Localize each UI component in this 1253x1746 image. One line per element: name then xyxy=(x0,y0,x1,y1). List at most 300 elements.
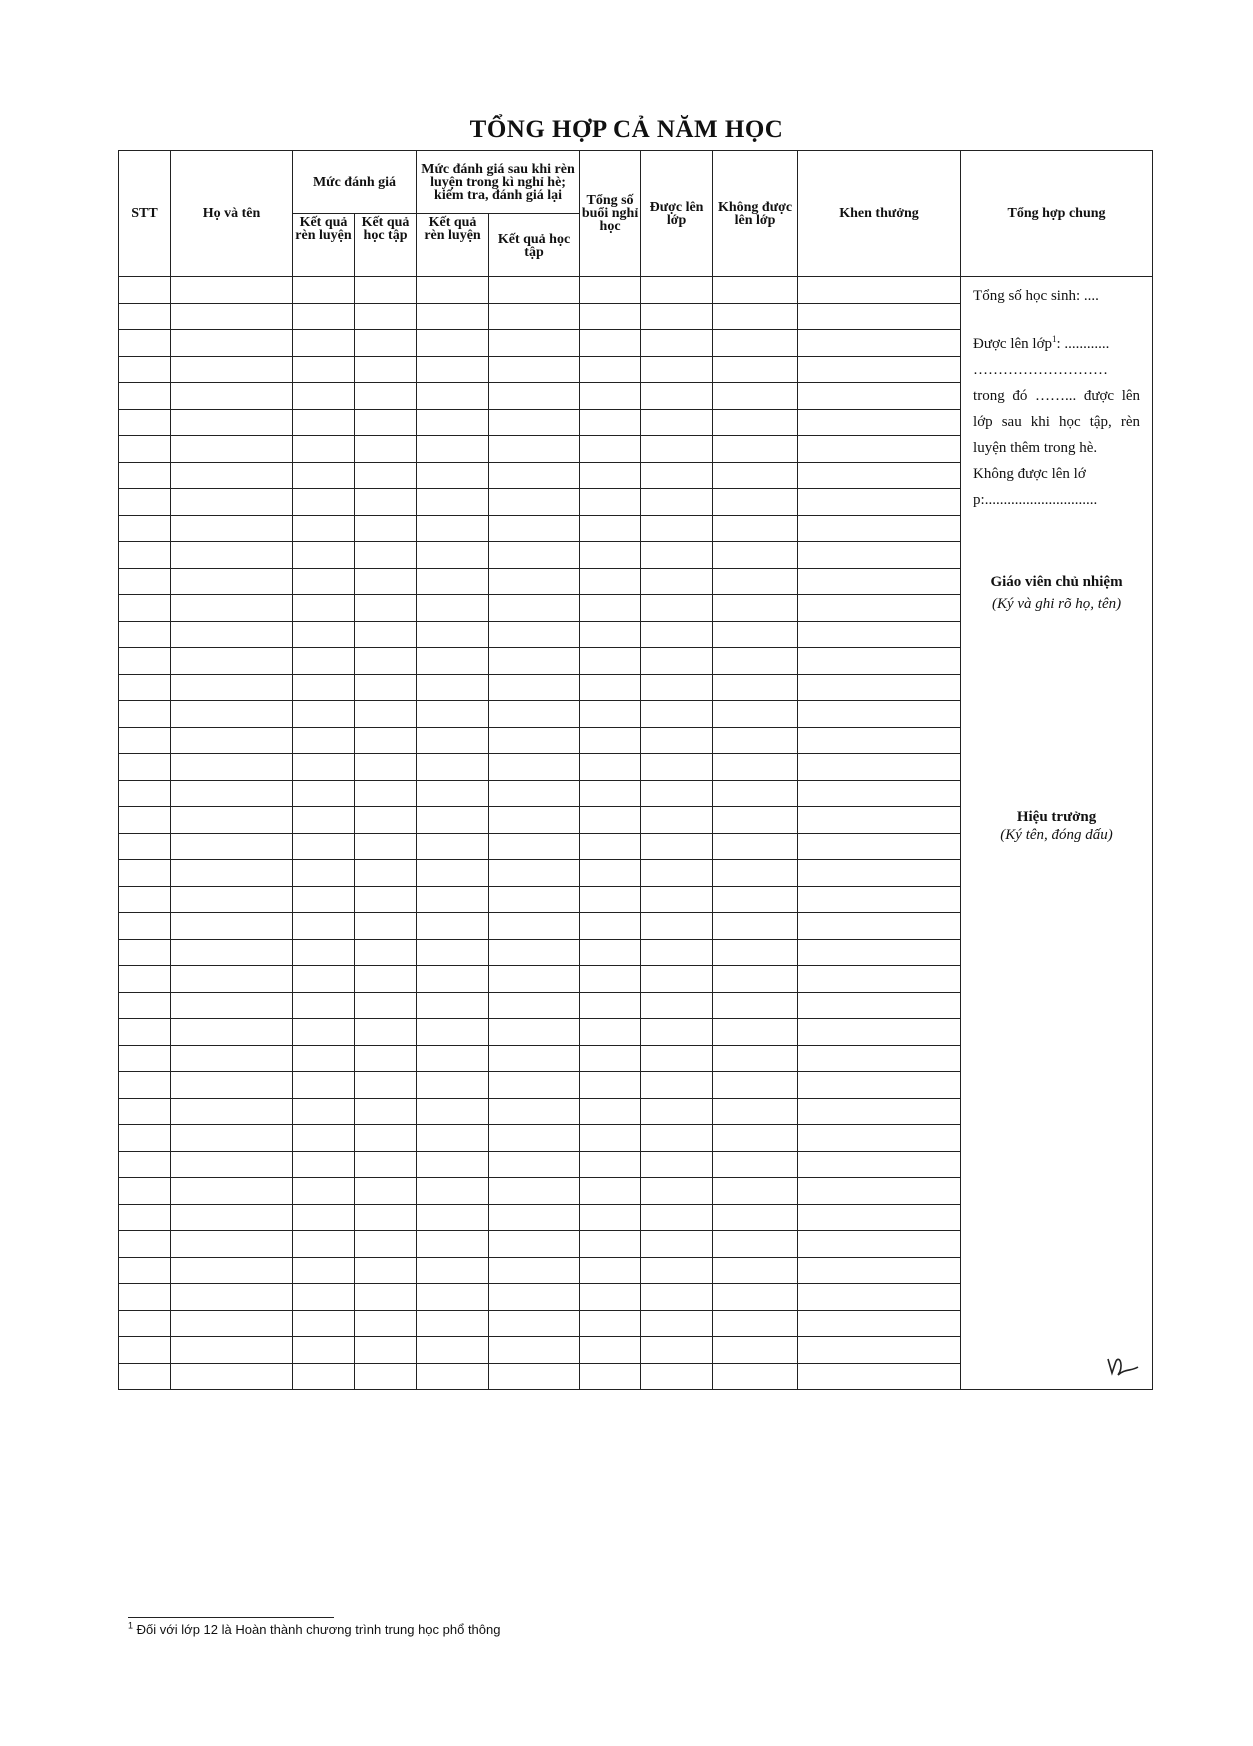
eval-training-cell[interactable] xyxy=(293,1231,355,1258)
absences-cell[interactable] xyxy=(580,701,641,728)
after-training-cell[interactable] xyxy=(417,330,489,357)
absences-cell[interactable] xyxy=(580,1363,641,1390)
promoted-cell[interactable] xyxy=(641,621,713,648)
name-cell[interactable] xyxy=(171,727,293,754)
absences-cell[interactable] xyxy=(580,780,641,807)
eval-study-cell[interactable] xyxy=(355,542,417,569)
promoted-cell[interactable] xyxy=(641,1125,713,1152)
promoted-cell[interactable] xyxy=(641,1019,713,1046)
after-study-cell[interactable] xyxy=(489,674,580,701)
after-training-cell[interactable] xyxy=(417,436,489,463)
after-training-cell[interactable] xyxy=(417,1310,489,1337)
awards-cell[interactable] xyxy=(798,754,961,781)
name-cell[interactable] xyxy=(171,1125,293,1152)
after-training-cell[interactable] xyxy=(417,1019,489,1046)
after-study-cell[interactable] xyxy=(489,754,580,781)
stt-cell[interactable] xyxy=(119,330,171,357)
after-training-cell[interactable] xyxy=(417,727,489,754)
absences-cell[interactable] xyxy=(580,886,641,913)
eval-study-cell[interactable] xyxy=(355,1178,417,1205)
stt-cell[interactable] xyxy=(119,515,171,542)
eval-training-cell[interactable] xyxy=(293,383,355,410)
stt-cell[interactable] xyxy=(119,1151,171,1178)
absences-cell[interactable] xyxy=(580,727,641,754)
absences-cell[interactable] xyxy=(580,462,641,489)
after-study-cell[interactable] xyxy=(489,939,580,966)
after-study-cell[interactable] xyxy=(489,1072,580,1099)
after-training-cell[interactable] xyxy=(417,913,489,940)
eval-training-cell[interactable] xyxy=(293,966,355,993)
not-promoted-cell[interactable] xyxy=(713,515,798,542)
stt-cell[interactable] xyxy=(119,939,171,966)
after-training-cell[interactable] xyxy=(417,860,489,887)
not-promoted-cell[interactable] xyxy=(713,542,798,569)
eval-study-cell[interactable] xyxy=(355,754,417,781)
after-training-cell[interactable] xyxy=(417,1045,489,1072)
promoted-cell[interactable] xyxy=(641,886,713,913)
eval-study-cell[interactable] xyxy=(355,1231,417,1258)
after-training-cell[interactable] xyxy=(417,1151,489,1178)
eval-training-cell[interactable] xyxy=(293,1098,355,1125)
name-cell[interactable] xyxy=(171,489,293,516)
awards-cell[interactable] xyxy=(798,330,961,357)
name-cell[interactable] xyxy=(171,1231,293,1258)
absences-cell[interactable] xyxy=(580,1098,641,1125)
promoted-cell[interactable] xyxy=(641,568,713,595)
after-training-cell[interactable] xyxy=(417,966,489,993)
not-promoted-cell[interactable] xyxy=(713,330,798,357)
promoted-cell[interactable] xyxy=(641,701,713,728)
eval-study-cell[interactable] xyxy=(355,1019,417,1046)
eval-training-cell[interactable] xyxy=(293,674,355,701)
name-cell[interactable] xyxy=(171,542,293,569)
name-cell[interactable] xyxy=(171,1019,293,1046)
promoted-cell[interactable] xyxy=(641,992,713,1019)
name-cell[interactable] xyxy=(171,356,293,383)
eval-study-cell[interactable] xyxy=(355,383,417,410)
awards-cell[interactable] xyxy=(798,1151,961,1178)
eval-study-cell[interactable] xyxy=(355,701,417,728)
stt-cell[interactable] xyxy=(119,436,171,463)
awards-cell[interactable] xyxy=(798,303,961,330)
promoted-cell[interactable] xyxy=(641,330,713,357)
after-study-cell[interactable] xyxy=(489,356,580,383)
not-promoted-cell[interactable] xyxy=(713,462,798,489)
after-training-cell[interactable] xyxy=(417,542,489,569)
eval-training-cell[interactable] xyxy=(293,1178,355,1205)
promoted-cell[interactable] xyxy=(641,939,713,966)
awards-cell[interactable] xyxy=(798,727,961,754)
after-study-cell[interactable] xyxy=(489,1045,580,1072)
after-study-cell[interactable] xyxy=(489,462,580,489)
awards-cell[interactable] xyxy=(798,992,961,1019)
name-cell[interactable] xyxy=(171,860,293,887)
name-cell[interactable] xyxy=(171,1363,293,1390)
eval-training-cell[interactable] xyxy=(293,754,355,781)
absences-cell[interactable] xyxy=(580,1072,641,1099)
promoted-cell[interactable] xyxy=(641,436,713,463)
after-study-cell[interactable] xyxy=(489,1337,580,1364)
name-cell[interactable] xyxy=(171,436,293,463)
after-study-cell[interactable] xyxy=(489,780,580,807)
eval-training-cell[interactable] xyxy=(293,833,355,860)
stt-cell[interactable] xyxy=(119,674,171,701)
not-promoted-cell[interactable] xyxy=(713,277,798,304)
name-cell[interactable] xyxy=(171,966,293,993)
after-study-cell[interactable] xyxy=(489,542,580,569)
eval-training-cell[interactable] xyxy=(293,1204,355,1231)
absences-cell[interactable] xyxy=(580,621,641,648)
eval-training-cell[interactable] xyxy=(293,1045,355,1072)
name-cell[interactable] xyxy=(171,674,293,701)
stt-cell[interactable] xyxy=(119,489,171,516)
name-cell[interactable] xyxy=(171,621,293,648)
absences-cell[interactable] xyxy=(580,939,641,966)
eval-training-cell[interactable] xyxy=(293,330,355,357)
after-study-cell[interactable] xyxy=(489,1151,580,1178)
eval-study-cell[interactable] xyxy=(355,303,417,330)
name-cell[interactable] xyxy=(171,833,293,860)
after-training-cell[interactable] xyxy=(417,1284,489,1311)
after-study-cell[interactable] xyxy=(489,277,580,304)
name-cell[interactable] xyxy=(171,1178,293,1205)
awards-cell[interactable] xyxy=(798,939,961,966)
promoted-cell[interactable] xyxy=(641,489,713,516)
not-promoted-cell[interactable] xyxy=(713,303,798,330)
absences-cell[interactable] xyxy=(580,489,641,516)
name-cell[interactable] xyxy=(171,701,293,728)
promoted-cell[interactable] xyxy=(641,462,713,489)
eval-training-cell[interactable] xyxy=(293,489,355,516)
after-training-cell[interactable] xyxy=(417,356,489,383)
stt-cell[interactable] xyxy=(119,1310,171,1337)
absences-cell[interactable] xyxy=(580,330,641,357)
stt-cell[interactable] xyxy=(119,409,171,436)
eval-study-cell[interactable] xyxy=(355,568,417,595)
after-study-cell[interactable] xyxy=(489,489,580,516)
awards-cell[interactable] xyxy=(798,913,961,940)
absences-cell[interactable] xyxy=(580,1045,641,1072)
absences-cell[interactable] xyxy=(580,542,641,569)
awards-cell[interactable] xyxy=(798,966,961,993)
stt-cell[interactable] xyxy=(119,1178,171,1205)
not-promoted-cell[interactable] xyxy=(713,436,798,463)
not-promoted-cell[interactable] xyxy=(713,1204,798,1231)
after-study-cell[interactable] xyxy=(489,515,580,542)
not-promoted-cell[interactable] xyxy=(713,621,798,648)
after-training-cell[interactable] xyxy=(417,992,489,1019)
stt-cell[interactable] xyxy=(119,356,171,383)
name-cell[interactable] xyxy=(171,648,293,675)
stt-cell[interactable] xyxy=(119,621,171,648)
name-cell[interactable] xyxy=(171,1257,293,1284)
eval-study-cell[interactable] xyxy=(355,330,417,357)
stt-cell[interactable] xyxy=(119,807,171,834)
awards-cell[interactable] xyxy=(798,1019,961,1046)
name-cell[interactable] xyxy=(171,330,293,357)
eval-training-cell[interactable] xyxy=(293,1257,355,1284)
eval-training-cell[interactable] xyxy=(293,807,355,834)
stt-cell[interactable] xyxy=(119,568,171,595)
awards-cell[interactable] xyxy=(798,489,961,516)
not-promoted-cell[interactable] xyxy=(713,1231,798,1258)
awards-cell[interactable] xyxy=(798,886,961,913)
awards-cell[interactable] xyxy=(798,1284,961,1311)
eval-training-cell[interactable] xyxy=(293,462,355,489)
awards-cell[interactable] xyxy=(798,409,961,436)
stt-cell[interactable] xyxy=(119,886,171,913)
eval-training-cell[interactable] xyxy=(293,1337,355,1364)
awards-cell[interactable] xyxy=(798,674,961,701)
name-cell[interactable] xyxy=(171,1045,293,1072)
after-training-cell[interactable] xyxy=(417,1125,489,1152)
eval-study-cell[interactable] xyxy=(355,1045,417,1072)
eval-study-cell[interactable] xyxy=(355,886,417,913)
after-training-cell[interactable] xyxy=(417,1178,489,1205)
name-cell[interactable] xyxy=(171,992,293,1019)
promoted-cell[interactable] xyxy=(641,833,713,860)
not-promoted-cell[interactable] xyxy=(713,1019,798,1046)
after-study-cell[interactable] xyxy=(489,1125,580,1152)
stt-cell[interactable] xyxy=(119,992,171,1019)
after-training-cell[interactable] xyxy=(417,303,489,330)
after-study-cell[interactable] xyxy=(489,621,580,648)
stt-cell[interactable] xyxy=(119,860,171,887)
after-training-cell[interactable] xyxy=(417,568,489,595)
stt-cell[interactable] xyxy=(119,462,171,489)
stt-cell[interactable] xyxy=(119,1231,171,1258)
after-training-cell[interactable] xyxy=(417,1231,489,1258)
promoted-cell[interactable] xyxy=(641,1098,713,1125)
eval-study-cell[interactable] xyxy=(355,1098,417,1125)
not-promoted-cell[interactable] xyxy=(713,1363,798,1390)
after-study-cell[interactable] xyxy=(489,833,580,860)
absences-cell[interactable] xyxy=(580,303,641,330)
not-promoted-cell[interactable] xyxy=(713,727,798,754)
awards-cell[interactable] xyxy=(798,1310,961,1337)
stt-cell[interactable] xyxy=(119,1019,171,1046)
awards-cell[interactable] xyxy=(798,1178,961,1205)
stt-cell[interactable] xyxy=(119,595,171,622)
eval-training-cell[interactable] xyxy=(293,701,355,728)
eval-study-cell[interactable] xyxy=(355,489,417,516)
eval-training-cell[interactable] xyxy=(293,436,355,463)
promoted-cell[interactable] xyxy=(641,1151,713,1178)
not-promoted-cell[interactable] xyxy=(713,860,798,887)
name-cell[interactable] xyxy=(171,303,293,330)
name-cell[interactable] xyxy=(171,277,293,304)
after-study-cell[interactable] xyxy=(489,1284,580,1311)
not-promoted-cell[interactable] xyxy=(713,409,798,436)
eval-study-cell[interactable] xyxy=(355,462,417,489)
name-cell[interactable] xyxy=(171,515,293,542)
eval-study-cell[interactable] xyxy=(355,1204,417,1231)
promoted-cell[interactable] xyxy=(641,1072,713,1099)
name-cell[interactable] xyxy=(171,1151,293,1178)
stt-cell[interactable] xyxy=(119,1045,171,1072)
promoted-cell[interactable] xyxy=(641,542,713,569)
awards-cell[interactable] xyxy=(798,542,961,569)
awards-cell[interactable] xyxy=(798,595,961,622)
absences-cell[interactable] xyxy=(580,1178,641,1205)
eval-study-cell[interactable] xyxy=(355,277,417,304)
after-study-cell[interactable] xyxy=(489,1310,580,1337)
not-promoted-cell[interactable] xyxy=(713,1045,798,1072)
after-study-cell[interactable] xyxy=(489,568,580,595)
awards-cell[interactable] xyxy=(798,383,961,410)
name-cell[interactable] xyxy=(171,1098,293,1125)
not-promoted-cell[interactable] xyxy=(713,1098,798,1125)
absences-cell[interactable] xyxy=(580,1231,641,1258)
name-cell[interactable] xyxy=(171,1072,293,1099)
after-study-cell[interactable] xyxy=(489,966,580,993)
after-training-cell[interactable] xyxy=(417,1257,489,1284)
stt-cell[interactable] xyxy=(119,1098,171,1125)
name-cell[interactable] xyxy=(171,1337,293,1364)
not-promoted-cell[interactable] xyxy=(713,939,798,966)
after-study-cell[interactable] xyxy=(489,1019,580,1046)
promoted-cell[interactable] xyxy=(641,383,713,410)
promoted-cell[interactable] xyxy=(641,1231,713,1258)
after-training-cell[interactable] xyxy=(417,595,489,622)
name-cell[interactable] xyxy=(171,886,293,913)
eval-training-cell[interactable] xyxy=(293,939,355,966)
not-promoted-cell[interactable] xyxy=(713,807,798,834)
promoted-cell[interactable] xyxy=(641,913,713,940)
name-cell[interactable] xyxy=(171,1310,293,1337)
after-study-cell[interactable] xyxy=(489,383,580,410)
after-training-cell[interactable] xyxy=(417,621,489,648)
after-study-cell[interactable] xyxy=(489,1098,580,1125)
stt-cell[interactable] xyxy=(119,542,171,569)
after-training-cell[interactable] xyxy=(417,1072,489,1099)
after-training-cell[interactable] xyxy=(417,1204,489,1231)
after-study-cell[interactable] xyxy=(489,1231,580,1258)
not-promoted-cell[interactable] xyxy=(713,1072,798,1099)
not-promoted-cell[interactable] xyxy=(713,886,798,913)
promoted-cell[interactable] xyxy=(641,780,713,807)
eval-training-cell[interactable] xyxy=(293,621,355,648)
eval-training-cell[interactable] xyxy=(293,913,355,940)
absences-cell[interactable] xyxy=(580,860,641,887)
eval-study-cell[interactable] xyxy=(355,913,417,940)
eval-training-cell[interactable] xyxy=(293,780,355,807)
after-study-cell[interactable] xyxy=(489,436,580,463)
eval-study-cell[interactable] xyxy=(355,1310,417,1337)
eval-study-cell[interactable] xyxy=(355,356,417,383)
awards-cell[interactable] xyxy=(798,1204,961,1231)
eval-training-cell[interactable] xyxy=(293,1284,355,1311)
promoted-cell[interactable] xyxy=(641,1257,713,1284)
eval-training-cell[interactable] xyxy=(293,1151,355,1178)
promoted-cell[interactable] xyxy=(641,515,713,542)
promoted-cell[interactable] xyxy=(641,727,713,754)
absences-cell[interactable] xyxy=(580,674,641,701)
promoted-cell[interactable] xyxy=(641,595,713,622)
awards-cell[interactable] xyxy=(798,1363,961,1390)
name-cell[interactable] xyxy=(171,568,293,595)
name-cell[interactable] xyxy=(171,780,293,807)
after-training-cell[interactable] xyxy=(417,1337,489,1364)
not-promoted-cell[interactable] xyxy=(713,356,798,383)
eval-training-cell[interactable] xyxy=(293,277,355,304)
awards-cell[interactable] xyxy=(798,1072,961,1099)
eval-training-cell[interactable] xyxy=(293,992,355,1019)
absences-cell[interactable] xyxy=(580,568,641,595)
not-promoted-cell[interactable] xyxy=(713,674,798,701)
name-cell[interactable] xyxy=(171,807,293,834)
absences-cell[interactable] xyxy=(580,807,641,834)
promoted-cell[interactable] xyxy=(641,1045,713,1072)
after-training-cell[interactable] xyxy=(417,489,489,516)
eval-training-cell[interactable] xyxy=(293,1125,355,1152)
not-promoted-cell[interactable] xyxy=(713,1337,798,1364)
eval-study-cell[interactable] xyxy=(355,1072,417,1099)
after-study-cell[interactable] xyxy=(489,701,580,728)
not-promoted-cell[interactable] xyxy=(713,1257,798,1284)
stt-cell[interactable] xyxy=(119,277,171,304)
not-promoted-cell[interactable] xyxy=(713,1310,798,1337)
eval-training-cell[interactable] xyxy=(293,303,355,330)
after-study-cell[interactable] xyxy=(489,1257,580,1284)
absences-cell[interactable] xyxy=(580,913,641,940)
absences-cell[interactable] xyxy=(580,1310,641,1337)
absences-cell[interactable] xyxy=(580,754,641,781)
after-training-cell[interactable] xyxy=(417,383,489,410)
after-training-cell[interactable] xyxy=(417,833,489,860)
eval-study-cell[interactable] xyxy=(355,648,417,675)
eval-training-cell[interactable] xyxy=(293,886,355,913)
eval-training-cell[interactable] xyxy=(293,727,355,754)
stt-cell[interactable] xyxy=(119,833,171,860)
after-study-cell[interactable] xyxy=(489,1363,580,1390)
stt-cell[interactable] xyxy=(119,1363,171,1390)
after-study-cell[interactable] xyxy=(489,807,580,834)
eval-study-cell[interactable] xyxy=(355,780,417,807)
absences-cell[interactable] xyxy=(580,648,641,675)
awards-cell[interactable] xyxy=(798,515,961,542)
after-study-cell[interactable] xyxy=(489,727,580,754)
awards-cell[interactable] xyxy=(798,1098,961,1125)
name-cell[interactable] xyxy=(171,1204,293,1231)
after-training-cell[interactable] xyxy=(417,462,489,489)
awards-cell[interactable] xyxy=(798,1337,961,1364)
not-promoted-cell[interactable] xyxy=(713,595,798,622)
eval-training-cell[interactable] xyxy=(293,568,355,595)
promoted-cell[interactable] xyxy=(641,648,713,675)
awards-cell[interactable] xyxy=(798,807,961,834)
awards-cell[interactable] xyxy=(798,621,961,648)
awards-cell[interactable] xyxy=(798,1125,961,1152)
absences-cell[interactable] xyxy=(580,595,641,622)
awards-cell[interactable] xyxy=(798,1045,961,1072)
promoted-cell[interactable] xyxy=(641,860,713,887)
stt-cell[interactable] xyxy=(119,303,171,330)
after-training-cell[interactable] xyxy=(417,1098,489,1125)
eval-study-cell[interactable] xyxy=(355,515,417,542)
name-cell[interactable] xyxy=(171,754,293,781)
eval-training-cell[interactable] xyxy=(293,1310,355,1337)
eval-study-cell[interactable] xyxy=(355,992,417,1019)
not-promoted-cell[interactable] xyxy=(713,489,798,516)
stt-cell[interactable] xyxy=(119,913,171,940)
after-study-cell[interactable] xyxy=(489,409,580,436)
name-cell[interactable] xyxy=(171,409,293,436)
stt-cell[interactable] xyxy=(119,701,171,728)
after-training-cell[interactable] xyxy=(417,701,489,728)
after-training-cell[interactable] xyxy=(417,1363,489,1390)
promoted-cell[interactable] xyxy=(641,303,713,330)
